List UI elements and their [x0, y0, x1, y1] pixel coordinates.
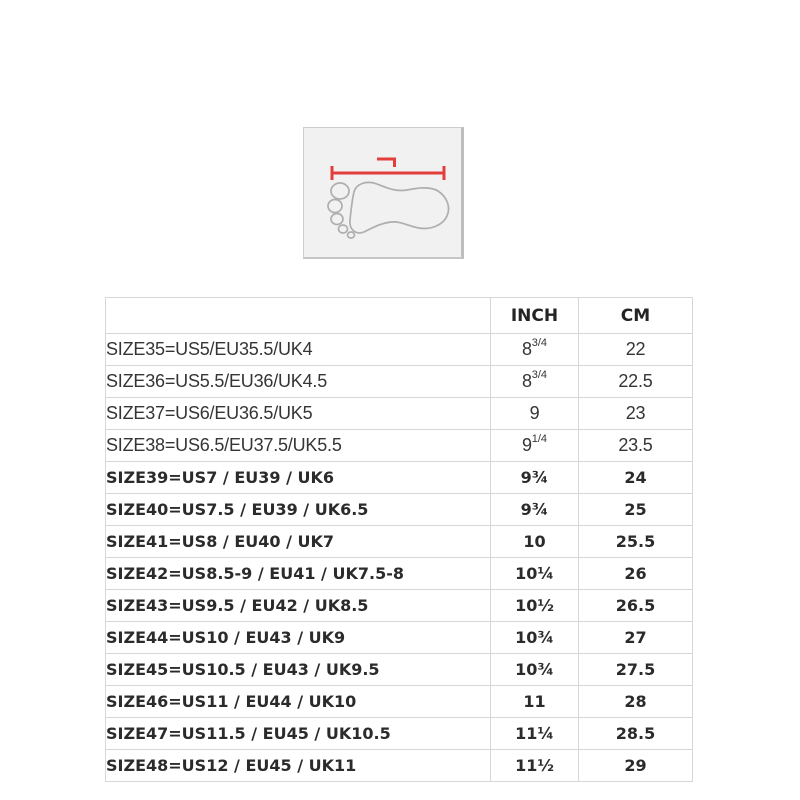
size-cell: SIZE40=US7.5 / EU39 / UK6.5	[106, 494, 491, 526]
table-row	[106, 366, 693, 398]
inch-cell	[491, 334, 579, 366]
inch-value: 10¼	[515, 564, 554, 583]
table-row	[106, 398, 693, 430]
cm-cell: 23.5	[579, 430, 693, 462]
table-row	[106, 526, 693, 558]
size-cell: SIZE48=US12 / EU45 / UK11	[106, 750, 491, 782]
inch-fraction: 3/4	[531, 369, 548, 381]
cm-cell: 28	[579, 686, 693, 718]
table-row	[106, 590, 693, 622]
inch-value: 10	[523, 532, 546, 551]
cm-cell: 26	[579, 558, 693, 590]
inch-value: 9¾	[520, 468, 549, 487]
inch-value: 10¾	[515, 628, 554, 647]
size-table-body	[106, 334, 693, 782]
size-column-header	[106, 298, 491, 334]
size-cell: SIZE41=US8 / EU40 / UK7	[106, 526, 491, 558]
inch-value: 11¼	[515, 724, 554, 743]
inch-value: 9	[521, 435, 532, 455]
inch-value: 8	[521, 371, 532, 391]
size-cell: SIZE42=US8.5-9 / EU41 / UK7.5-8	[106, 558, 491, 590]
table-row	[106, 334, 693, 366]
cm-cell: 22	[579, 334, 693, 366]
inch-value: 10½	[515, 596, 554, 615]
cm-cell: 28.5	[579, 718, 693, 750]
inch-value: 8	[521, 339, 532, 359]
inch-column-header: INCH	[491, 298, 579, 334]
foot-outline-icon	[328, 182, 449, 238]
cm-cell: 29	[579, 750, 693, 782]
cm-cell: 22.5	[579, 366, 693, 398]
inch-value: 10¾	[515, 660, 554, 679]
cm-cell: 25	[579, 494, 693, 526]
size-cell: SIZE45=US10.5 / EU43 / UK9.5	[106, 654, 491, 686]
inch-cell	[491, 494, 579, 526]
inch-cell	[491, 718, 579, 750]
inch-value: 11½	[515, 756, 554, 775]
inch-cell	[491, 590, 579, 622]
cm-cell: 27	[579, 622, 693, 654]
table-row	[106, 558, 693, 590]
cm-column-header: CM	[579, 298, 693, 334]
inch-cell	[491, 398, 579, 430]
inch-cell	[491, 654, 579, 686]
table-row	[106, 430, 693, 462]
inch-value: 9¾	[520, 500, 549, 519]
length-measure-line	[331, 166, 445, 180]
table-row	[106, 718, 693, 750]
size-cell: SIZE47=US11.5 / EU45 / UK10.5	[106, 718, 491, 750]
table-row	[106, 750, 693, 782]
inch-fraction: 1/4	[531, 433, 548, 445]
size-cell: SIZE38=US6.5/EU37.5/UK5.5	[106, 430, 491, 462]
cm-cell: 24	[579, 462, 693, 494]
foot-measurement-diagram	[304, 128, 465, 260]
table-row	[106, 622, 693, 654]
size-cell: SIZE44=US10 / EU43 / UK9	[106, 622, 491, 654]
size-cell: SIZE39=US7 / EU39 / UK6	[106, 462, 491, 494]
length-label-icon	[377, 158, 396, 167]
inch-cell	[491, 366, 579, 398]
size-cell: SIZE36=US5.5/EU36/UK4.5	[106, 366, 491, 398]
size-cell: SIZE37=US6/EU36.5/UK5	[106, 398, 491, 430]
table-row	[106, 686, 693, 718]
table-header-row	[106, 298, 693, 334]
foot-measurement-card	[303, 127, 464, 259]
table-row	[106, 654, 693, 686]
size-cell: SIZE35=US5/EU35.5/UK4	[106, 334, 491, 366]
inch-cell	[491, 750, 579, 782]
inch-cell	[491, 558, 579, 590]
inch-value: 11	[523, 692, 546, 711]
inch-cell	[491, 686, 579, 718]
size-cell: SIZE43=US9.5 / EU42 / UK8.5	[106, 590, 491, 622]
table-row	[106, 494, 693, 526]
cm-cell: 27.5	[579, 654, 693, 686]
size-cell: SIZE46=US11 / EU44 / UK10	[106, 686, 491, 718]
inch-cell	[491, 526, 579, 558]
inch-cell	[491, 622, 579, 654]
cm-cell: 26.5	[579, 590, 693, 622]
inch-cell	[491, 430, 579, 462]
cm-cell: 23	[579, 398, 693, 430]
inch-value: 9	[529, 403, 540, 423]
inch-cell	[491, 462, 579, 494]
cm-cell: 25.5	[579, 526, 693, 558]
inch-fraction: 3/4	[531, 337, 548, 349]
size-conversion-table	[105, 297, 693, 782]
table-row	[106, 462, 693, 494]
